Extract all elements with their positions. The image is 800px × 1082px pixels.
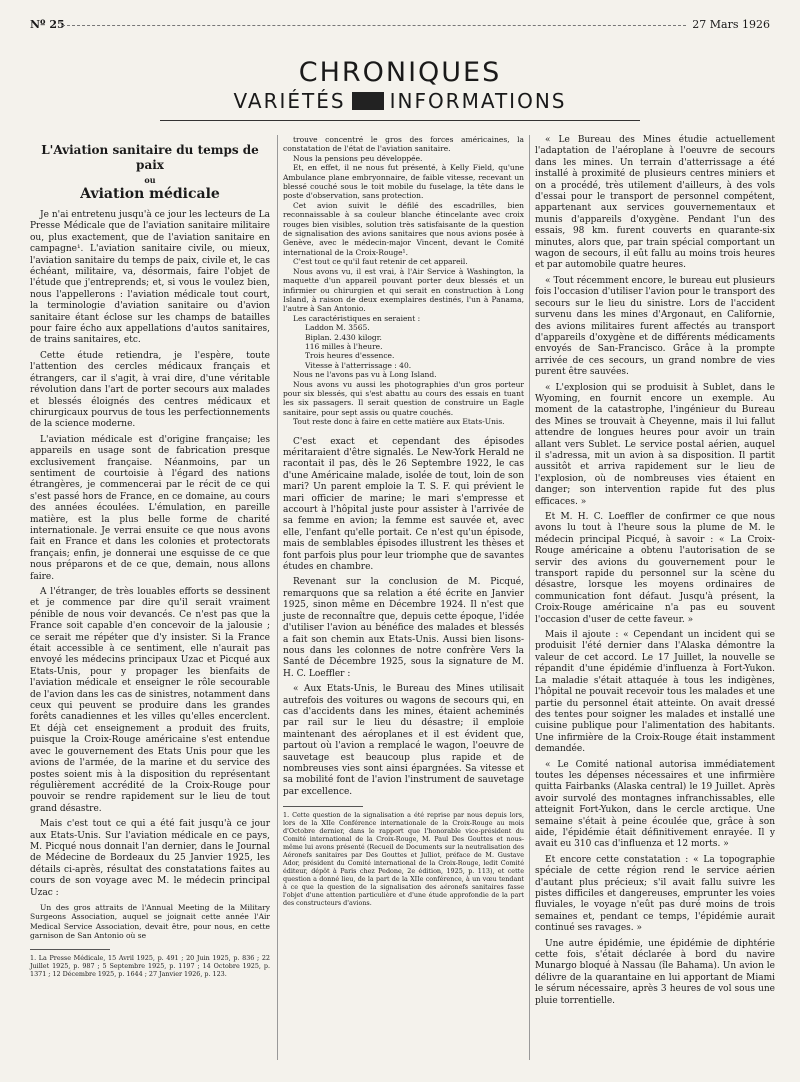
column-divider [277, 135, 278, 1060]
quoted-paragraph: Nous ne l'avons pas vu à Long Island. [293, 370, 437, 380]
quoted-paragraph: Et, en effet, il ne nous fut présenté, à Kelly Field, qu'une Ambulance plane embryonnaire, de faible vitesse, recevant un blessé couché sous le toit mobile du fuselage, la tête dans le poste d'observation, sans protection. [283, 163, 524, 201]
masthead-rule [160, 120, 640, 121]
article-title-ou: ou [144, 175, 156, 185]
masthead-right: INFORMATIONS [389, 89, 567, 113]
quoted-paragraph: Un des gros attraits de l'Annual Meeting de la Military Surgeons Association, auquel se joignait cette année l'Air Medical Service Association, devait être, pour nous, en cette garnison de San Antonio où se [30, 902, 270, 941]
issue-date: 27 Mars 1926 [692, 18, 770, 31]
paragraph: « Tout récemment encore, le bureau eut plusieurs fois l'occasion d'utiliser l'avion pour le transport des secours sur le lieu du sinistre. Lors de l'accident survenu dans les mines d'Argonaut, en Californie, des avions militaires furent affectés au transport d'appareils d'oxygène et de différents médicaments envoyés de San-Francisco. Grâce à la prompte arrivée de ces secours, un grand nombre de vies purent être sauvées. [535, 275, 775, 378]
paragraph: Une autre épidémie, une épidémie de diphtérie cette fois, s'était déclarée à bord du navire Munargo bloqué à Nassau (île Bahama). Un avion le délivre de la quarantaine en lui apportant de Miami le sérum nécessaire, après 3 heures de vol sous une pluie torrentielle. [535, 938, 775, 1006]
paragraph: Mais c'est tout ce qui a été fait jusqu'à ce jour aux Etats-Unis. Sur l'aviation médicale en ce pays, M. Picqué nous donnait l'an dernier, dans le Journal de Médecine de Bordeaux du 25 Janvier 1925, les détails ci-après, résultat des constatations faites au cours de son voyage avec M. le médecin principal Uzac : [30, 819, 270, 898]
quoted-paragraph: Nous avons vu, il est vrai, à l'Air Service à Washington, la maquette d'un appareil pouvant porter deux blessés et un infirmier ou chirurgien et qui serait en construction à Long Island, à raison de deux exemplaires destinés, l'un à Panama, l'autre à San Antonio. [283, 266, 524, 314]
header-rule [62, 25, 686, 26]
footnote: 1. La Presse Médicale, 15 Avril 1925, p. 491 ; 20 Juin 1925, p. 836 ; 22 Juillet 1925, p. 987 ; 5 Septembre 1925, p. 1197 ; 14 Octobre 1925, p. 1371 ; 12 Décembre 1925, p. 1644 ; 27 Janvier 1926, p. 123. [30, 953, 270, 978]
paragraph: A l'étranger, de très louables efforts se dessinent et je commence par dire qu'il serait vraiment pénible de nous voir devancés. Ce n'est pas que la France soit capable d'en concevoir de la jalousie ; ce serait me répéter que d'y insister. Si la France était accessible à ce sentiment, elle n'aurait pas envoyé les médecins principaux Uzac et Picqué aux Etats-Unis, pour y propager les bienfaits de l'aviation médicale et enseigner le rôle secourable de l'avion dans les cas de sinistres, notamment dans ceux qui peuvent se produire dans les grandes forêts canadiennes et les villes qu'elles encerclent. Et déjà cet enseignement a produit des fruits, puisque la Croix-Rouge américaine s'est entendue avec le gouvernement des Etats Unis pour que les avions de l'armée, de la marine et du service des postes soient mis à la disposition du représentant régulièrement accrédité de la Croix-Rouge pour pouvoir se rendre rapidement sur le lieu de tout grand désastre. [30, 587, 270, 814]
column-1 [30, 135, 270, 978]
spec-line: Biplan. 2.430 kilogr. [305, 332, 382, 342]
quoted-paragraph: Nous la pensions peu développée. [293, 153, 423, 163]
paragraph: L'aviation médicale est d'origine française; les appareils en usage sont de fabrication presque exclusivement française. Néanmoins, par un sentiment de courtoisie à l'égard des nations étrangères, je commencerai par le récit de ce qui s'est passé hors de France, en ce domaine, au cours des années écoulées. L'émulation, en pareille matière, est la plus belle forme de charité internationale. Je verrai ensuite ce que nous avons fait en France et dans les colonies et protectorats français; enfin, je donnerai une esquisse de ce que nous préparons et de ce que, demain, nous allons faire. [30, 434, 270, 582]
paragraph: Et encore cette constatation : « La topographie spéciale de cette région rend le service aérien d'autant plus précieux; s'il avait fallu suivre les pistes difficiles et dangereuses, emprunter les voies fluviales, le voyage n'eût pas duré moins de trois semaines et, pendant ce temps, l'épidémie aurait continué ses ravages. » [535, 854, 775, 934]
paragraph: Je n'ai entretenu jusqu'à ce jour les lecteurs de La Presse Médicale que de l'aviation sanitaire militaire ou, plus exactement, que de l'aviation sanitaire en campagne¹. L'aviation sanitaire civile, ou mieux, l'aviation sanitaire du temps de paix, civile et, le cas échéant, militaire, va, désormais, faire l'objet de l'étude que j'entreprends; et, si vous le voulez bien, nous l'appellerons : l'aviation médicale tout court, la terminologie d'aviation sanitaire ou d'avion sanitaire étant éclose sur les champs de batailles pour faire écho aux appellations d'autos sanitaires, de trains sanitaires, etc. [30, 210, 270, 346]
quoted-paragraph: trouve concentré le gros des forces américaines, la constatation de l'état de l'aviation sanitaire. [283, 135, 524, 154]
masthead [0, 58, 800, 121]
footnote: 1. Cette question de la signalisation a été reprise par nous depuis lors, lors de la XIIe Conférence internationale de la Croix-Rouge au mois d'Octobre dernier, dans le rapport que l'honorable vice-président du Comité international de la Croix-Rouge, M. Paul Des Gouttes et nous-même lui avons présenté (Recueil de Documents sur la neutralisation des Aéronefs sanitaires par Des Gouttes et Julliot, préface de M. Gustave Ador, président du Comité international de la Croix-Rouge, ledit Comité éditeur, dépôt à Paris chez Pedone, 2e édition, 1925, p. 113), et cette question a donné lieu, de la part de la XIIe conférence, à un vœu tendant à ce que la question de la signalisation des aéronefs sanitaires fasse l'objet d'une attention particulière et d'une étude approfondie de la part des constructeurs d'avions. [283, 811, 524, 908]
masthead-left: VARIÉTÉS [233, 89, 346, 113]
paragraph: « L'explosion qui se produisit à Sublet, dans le Wyoming, en fournit encore un exemple. Au moment de la catastrophe, l'ingénieur du Bureau des Mines se trouvait à Cheyenne, mais il lui fallut attendre de longues heures pour avoir un train allant vers Sublet. Le service postal aérien, auquel il s'adressa, mit un avion à sa disposition. Il partit aussitôt et arriva rapidement sur le lieu de l'explosion, où de nombreuses vies étaient en danger; son intervention rapide fut des plus efficaces. » [535, 382, 775, 507]
spec-line: Vitesse à l'atterrissage : 40. [305, 360, 412, 370]
column-2 [283, 135, 524, 907]
column-divider [529, 135, 530, 1060]
column-3 [535, 135, 775, 1007]
paragraph: Revenant sur la conclusion de M. Picqué, remarquons que sa relation a été écrite en Janvier 1925, sinon même en Décembre 1924. Il n'est que juste de reconnaître que, depuis cette époque, l'idée d'utiliser l'avion au bénéfice des malades et blessés a fait son chemin aux Etats-Unis. Aussi bien lisons-nous dans les colonnes de notre confrère Vers la Santé de Décembre 1925, sous la signature de M. H. C. Loeffler : [283, 577, 524, 679]
paragraph: « Aux Etats-Unis, le Bureau des Mines utilisait autrefois des voitures ou wagons de secours qui, en cas d'accidents dans les mines, étaient acheminés par rail sur le lieu du désastre; il emploie maintenant des aéroplanes et il est évident que, partout où l'avion a remplacé le wagon, l'oeuvre de sauvetage est beaucoup plus rapide et de nombreuses vies sont ainsi épargnées. Sa vitesse et sa mobilité font de l'avion l'instrument de sauvetage par excellence. [283, 684, 524, 797]
spec-line: Laddon M. 3565. [305, 323, 370, 333]
footnote-rule [283, 806, 363, 807]
masthead-title: CHRONIQUES [298, 57, 502, 88]
paragraph: « Le Comité national autorisa immédiatement toutes les dépenses nécessaires et une infirmière quitta Fairbanks (Alaska central) le 19 Juillet. Après avoir survolé des montagnes infranchissables, elle atteignit Fort-Yukon, dans le cercle arctique. Une semaine s'était à peine écoulée que, grâce à son aide, l'épidémie était définitivement enrayée. Il y avait eu 310 cas d'influenza et 12 morts. » [535, 759, 775, 850]
quoted-paragraph: Les caractéristiques en seraient : [293, 313, 421, 323]
quoted-paragraph: Cet avion suivit le défilé des escadrilles, bien reconnaissable à sa couleur blanche étincelante avec croix rouges bien visibles, solution très satisfaisante de la question de signalisation des avions sanitaires que nous avions posée à Genève, avec le médecin-major Vincent, devant le Comité international de la Croix-Rouge¹. [283, 200, 524, 257]
masthead-logo-icon [352, 92, 384, 110]
paragraph: « Le Bureau des Mines étudie actuellement l'adaptation de l'aéroplane à l'oeuvre de secours dans les mines. Un terrain d'atterrissage a été installé à proximité de plusieurs centres miniers et on a procédé, très utilement d'ailleurs, à des vols d'essai pour le transport de personnel compétent, appartenant aux services gouvernementaux et munis d'appareils d'oxygène. Pendant l'un des essais, 98 km. furent couverts en quarante-six minutes, alors que, par train spécial comportant un wagon de secours, il eût fallu au moins trois heures et par automobile quatre heures. [535, 135, 775, 271]
paragraph: Et M. H. C. Loeffler de confirmer ce que nous avons lu tout à l'heure sous la plume de M. le médecin principal Picqué, à savoir : « La Croix-Rouge américaine a obtenu l'autorisation de se servir des avions du gouvernement pour le transport rapide du personnel sur la scène du désastre, lorsque les moyens ordinaires de communication font défaut. Jusqu'à présent, la Croix-Rouge américaine n'a pas eu souvent l'occasion d'user de cette faveur. » [535, 512, 775, 625]
quoted-paragraph: C'est tout ce qu'il faut retenir de cet appareil. [293, 257, 468, 267]
paragraph: Cette étude retiendra, je l'espère, toute l'attention des cercles médicaux français et étrangers, car il s'agit, à vrai dire, d'une véritable révolution dans l'art de porter secours aux malades et blessés éloignés des centres médicaux et chirurgicaux pourvus de tous les perfectionnements de la science moderne. [30, 350, 270, 430]
paragraph: C'est exact et cependant des épisodes méritaraient d'être signalés. Le New-York Herald ne racontait il pas, dès le 26 Septembre 1922, le cas d'une Américaine malade, isolée de tout, loin de son mari? Un parent emploie la T. S. F. qui prévient le mari officier de marine; le mari s'empresse et accourt à l'hôpital juste pour assister à l'arrivée de sa femme en avion; la femme est sauvée et, avec elle, l'enfant qu'elle portait. Ce n'est qu'un épisode, mais de semblables épisodes illustrent les thèses et font parfois plus pour leur triomphe que de savantes études en chambre. [283, 436, 524, 573]
issue-number: Nº 25 [30, 18, 65, 31]
masthead-subtitle [0, 88, 800, 114]
article-subtitle: Aviation médicale [80, 186, 220, 202]
article-title: L'Aviation sanitaire du temps de paix [41, 143, 259, 172]
running-header [30, 18, 770, 32]
footnote-rule [30, 949, 110, 950]
spec-line: 116 milles à l'heure. [305, 341, 383, 351]
paragraph: Mais il ajoute : « Cependant un incident qui se produisit l'été dernier dans l'Alaska démontre la valeur de cet accord. Le 17 Juillet, la nouvelle se répandit d'une épidémie d'influenza à Fort-Yukon. La maladie s'était attaquée à tous les indigènes, l'hôpital ne pouvait recevoir tous les malades et une partie du personnel était atteinte. On avait dressé des tentes pour soigner les malades et installé une cuisine publique pour l'alimentation des habitants. Une infirmière de la Croix-Rouge était instamment demandée. [535, 630, 775, 755]
quoted-paragraph: Nous avons vu aussi les photographies d'un gros porteur pour six blessés, qui s'est abattu au cours des essais en tuant les six passagers. Il serait question de construire un Eagle sanitaire, pour sept assis ou quatre couchés. [283, 379, 524, 417]
spec-line: Trois heures d'essence. [305, 351, 395, 361]
quoted-paragraph: Tout reste donc à faire en cette matière aux Etats-Unis. [293, 417, 505, 427]
